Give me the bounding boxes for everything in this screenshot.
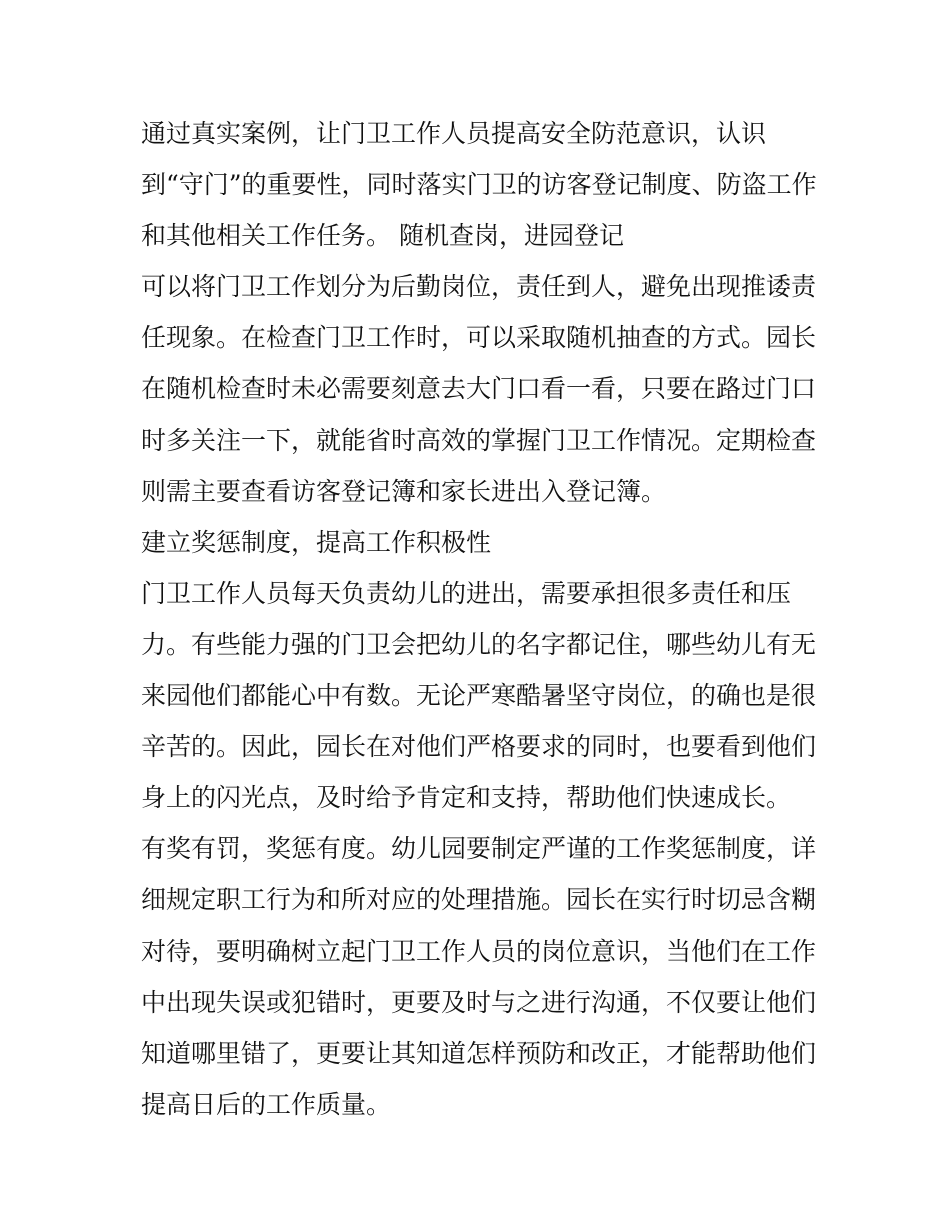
text-line: 提高日后的工作质量。 [141,1089,392,1119]
text-line: 身上的闪光点，及时给予肯定和支持，帮助他们快速成长。 [141,783,792,813]
text-line: 知道哪里错了，更要让其知道怎样预防和改正，才能帮助他们 [141,1038,817,1068]
text-line: 时多关注一下，就能省时高效的掌握门卫工作情况。定期检查 [141,425,817,455]
text-line: 有奖有罚，奖惩有度。幼儿园要制定严谨的工作奖惩制度，详 [141,834,817,864]
text-line: 到“守门”的重要性，同时落实门卫的访客登记制度、防盗工作 [141,170,817,200]
text-line: 和其他相关工作任务。 随机查岗，进园登记 [141,221,624,251]
text-line: 辛苦的。因此，园长在对他们严格要求的同时，也要看到他们 [141,732,817,762]
text-line: 门卫工作人员每天负责幼儿的进出，需要承担很多责任和压 [141,578,792,608]
text-line: 可以将门卫工作划分为后勤岗位，责任到人，避免出现推诿责 [141,272,817,302]
text-line: 细规定职工行为和所对应的处理措施。园长在实行时切忌含糊 [141,885,817,915]
document-body-text [141,108,821,1130]
text-line: 对待，要明确树立起门卫工作人员的岗位意识，当他们在工作 [141,936,817,966]
text-line: 任现象。在检查门卫工作时，可以采取随机抽查的方式。园长 [141,323,817,353]
text-line: 在随机检查时未必需要刻意去大门口看一看，只要在路过门口 [141,374,817,404]
text-line: 通过真实案例，让门卫工作人员提高安全防范意识，认识 [141,119,767,148]
text-line: 来园他们都能心中有数。无论严寒酷暑坚守岗位，的确也是很 [141,681,817,711]
section-heading: 建立奖惩制度，提高工作积极性 [141,527,492,557]
text-line: 中出现失误或犯错时，更要及时与之进行沟通，不仅要让他们 [141,987,817,1017]
text-line: 力。有些能力强的门卫会把幼儿的名字都记住，哪些幼儿有无 [141,629,817,659]
text-line: 则需主要查看访客登记簿和家长进出入登记簿。 [141,476,667,506]
